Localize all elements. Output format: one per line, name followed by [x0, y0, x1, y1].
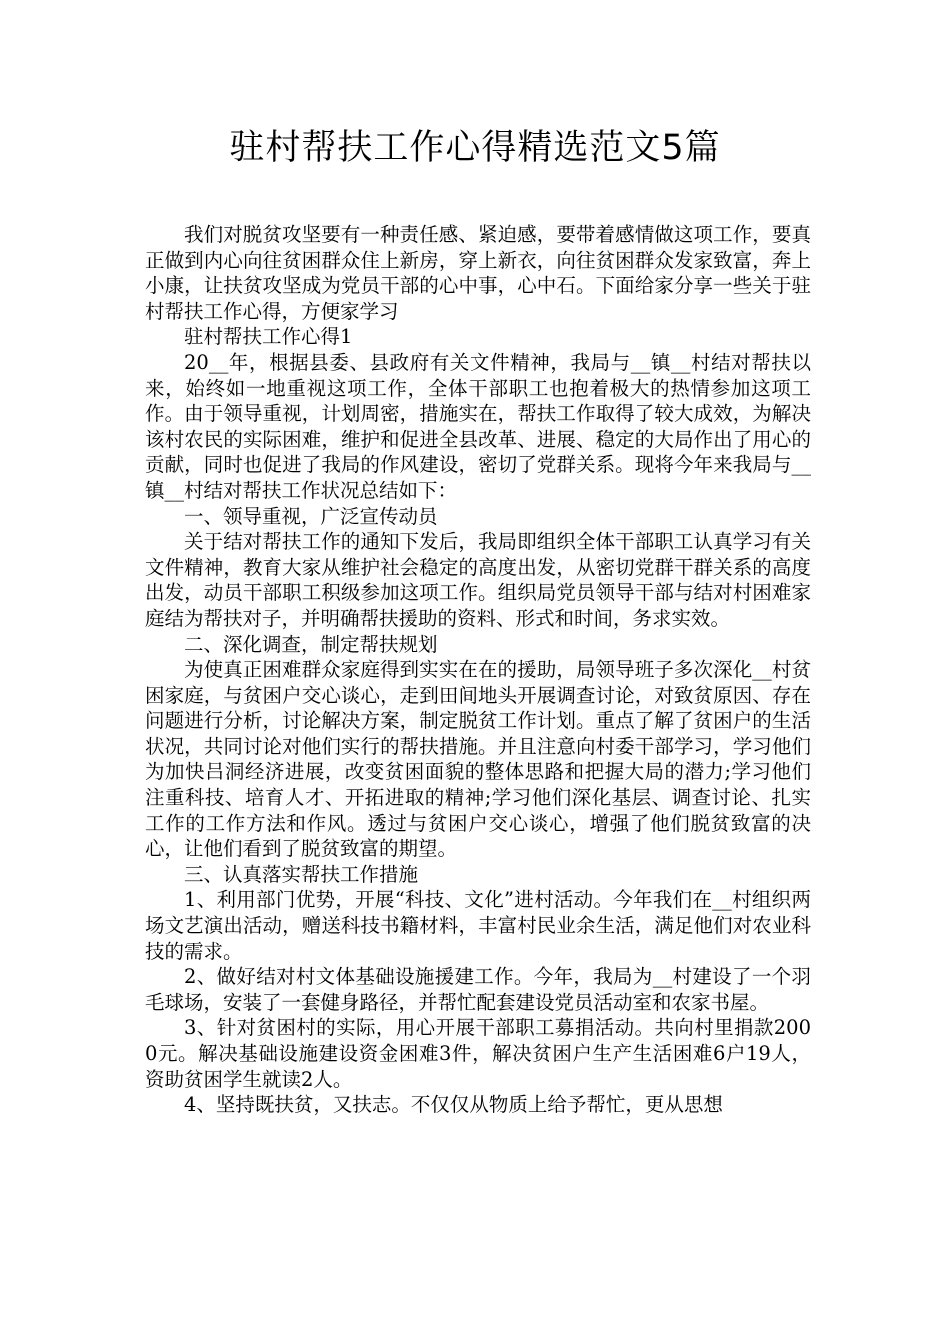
document-body: [145, 222, 811, 1118]
body-paragraph: 关于结对帮扶工作的通知下发后，我局即组织全体干部职工认真学习有关文件精神，教育大家从维护社会稳定的高度出发，从密切党群干群关系的高度出发，动员干部职工积级参加这项工作。组织局党员领导干部与结对村困难家庭结为帮扶对子，并明确帮扶援助的资料、形式和时间，务求实效。: [145, 530, 811, 630]
body-paragraph: 20__年，根据县委、县政府有关文件精神，我局与__镇__村结对帮扶以来，始终如一地重视这项工作，全体干部职工也抱着极大的热情参加这项工作。由于领导重视，计划周密，措施实在，帮扶工作取得了较大成效，为解决该村农民的实际困难，维护和促进全县改革、进展、稳定的大局作出了用心的贡献，同时也促进了我局的作风建设，密切了党群关系。现将今年来我局与__镇__村结对帮扶工作状况总结如下：: [145, 350, 811, 502]
section-heading: 三、认真落实帮扶工作措施: [184, 862, 419, 886]
section-heading: 一、领导重视，广泛宣传动员: [184, 504, 438, 528]
intro-paragraph: 我们对脱贫攻坚要有一种责任感、紧迫感，要带着感情做这项工作，要真正做到内心向往贫困群众住上新房，穿上新衣，向往贫困群众发家致富，奔上小康，让扶贫攻坚成为党员干部的心中事，心中石。下面给家分享一些关于驻村帮扶工作心得，方便家学习: [145, 223, 811, 323]
section-heading: 驻村帮扶工作心得1: [184, 325, 353, 349]
body-paragraph: 2、做好结对村文体基础设施援建工作。今年，我局为__村建设了一个羽毛球场，安装了一套健身路径，并帮忙配套建设党员活动室和农家书屋。: [145, 965, 811, 1014]
section-heading: 二、深化调查，制定帮扶规划: [184, 632, 438, 656]
body-paragraph: 为使真正困难群众家庭得到实实在在的援助，局领导班子多次深化__村贫困家庭，与贫困户交心谈心，走到田间地头开展调查讨论，对致贫原因、存在问题进行分析，讨论解决方案，制定脱贫工作计划。重点了解了贫困户的生活状况，共同讨论对他们实行的帮扶措施。并且注意向村委干部学习，学习他们为加快吕洞经济进展，改变贫困面貌的整体思路和把握大局的潜力;学习他们注重科技、培育人才、开拓进取的精神;学习他们深化基层、调查讨论、扎实工作的工作方法和作风。透过与贫困户交心谈心，增强了他们脱贫致富的决心，让他们看到了脱贫致富的期望。: [145, 658, 811, 861]
body-paragraph: 4、坚持既扶贫，又扶志。不仅仅从物质上给予帮忙，更从思想: [184, 1093, 723, 1117]
body-paragraph: 3、针对贫困村的实际，用心开展干部职工募捐活动。共向村里捐款2000元。解决基础设施建设资金困难3件，解决贫困户生产生活困难6户19人，资助贫困学生就读2人。: [145, 1016, 811, 1091]
body-paragraph: 1、利用部门优势，开展“科技、文化”进村活动。今年我们在__村组织两场文艺演出活动，赠送科技书籍材料，丰富村民业余生活，满足他们对农业科技的需求。: [145, 888, 811, 963]
document-title: 驻村帮扶工作心得精选范文5篇: [229, 128, 721, 168]
